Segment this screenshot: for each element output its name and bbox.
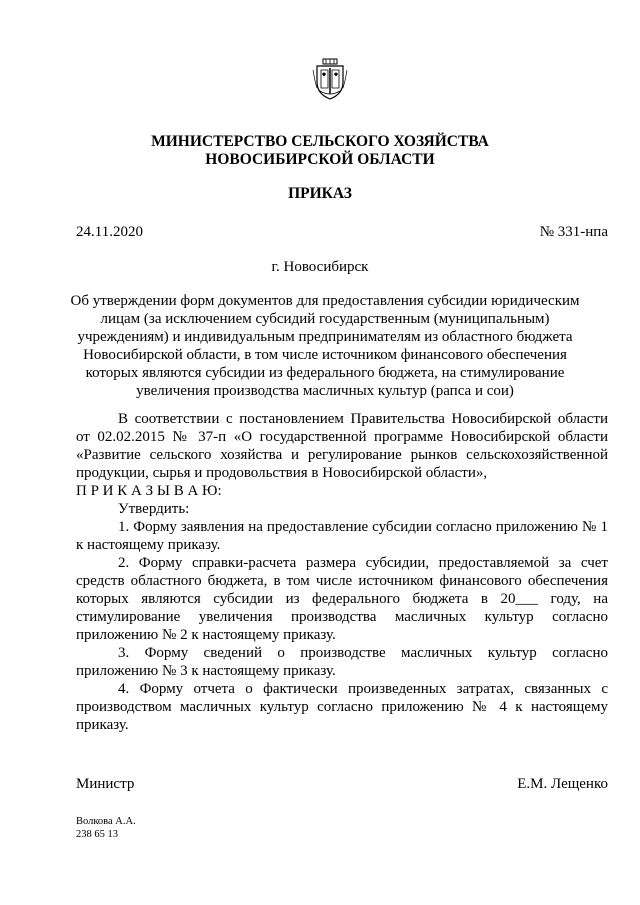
document-city: г. Новосибирск: [271, 259, 369, 275]
subject-line: которых являются субсидии из федерального бюджета, на стимулирование: [85, 365, 565, 381]
document-type-title: ПРИКАЗ: [288, 185, 352, 202]
subject-line: учреждениям) и индивидуальным предпринимателям из областного бюджета: [77, 329, 573, 345]
executor-phone: 238 65 13: [76, 829, 118, 840]
document-subject: [70, 292, 580, 400]
subject-line: лицам (за исключением субсидий государственным (муниципальным): [100, 311, 550, 327]
document-date: 24.11.2020: [76, 224, 143, 240]
ministry-line-1: МИНИСТЕРСТВО СЕЛЬСКОГО ХОЗЯЙСТВА: [151, 133, 489, 150]
signer-name: Е.М. Лещенко: [517, 776, 608, 792]
order-item-1: 1. Форму заявления на предоставление субсидии согласно приложению № 1 к настоящему приказу.: [76, 519, 608, 553]
document-body: [76, 410, 608, 734]
ministry-line-2: НОВОСИБИРСКОЙ ОБЛАСТИ: [205, 151, 435, 168]
order-item-3: 3. Форму сведений о производстве масличных культур согласно приложению № 3 к настоящему приказу.: [76, 645, 608, 679]
executor-name: Волкова А.А.: [76, 816, 136, 827]
coat-of-arms-icon: [312, 58, 348, 100]
subject-line: увеличения производства масличных культур (рапса и сои): [136, 383, 514, 399]
signer-position: Министр: [76, 776, 135, 792]
document-number: № 331-нпа: [539, 224, 608, 240]
preamble-paragraph: В соответствии с постановлением Правительства Новосибирской области от 02.02.2015 № 37-п «О государственной программе Новосибирской области «Развитие сельского хозяйства и регулирование рынков сельскохозяйственной продукции, сырья и продовольствия в Новосибирской области»,: [76, 411, 608, 481]
subject-line: Об утверждении форм документов для предоставления субсидии юридическим: [70, 293, 580, 309]
executor-info: [76, 815, 136, 841]
approve-line: Утвердить:: [118, 501, 190, 517]
order-item-4: 4. Форму отчета о фактически произведенных затратах, связанных с производством масличных культур согласно приложению № 4 к настоящему приказу.: [76, 681, 608, 733]
subject-line: Новосибирской области, в том числе источником финансового обеспечения: [83, 347, 567, 363]
order-word: П Р И К А З Ы В А Ю:: [76, 483, 222, 499]
order-item-2: 2. Форму справки-расчета размера субсидии, предоставляемой за счет средств областного бюджета, в том числе источником финансового обеспечения которых являются субсидии из федерального бюджета в 20___ году, на стимулирование увеличения производства масличных культур согласно приложению № 2 к настоящему приказу.: [76, 555, 608, 643]
ministry-name: [0, 133, 640, 169]
